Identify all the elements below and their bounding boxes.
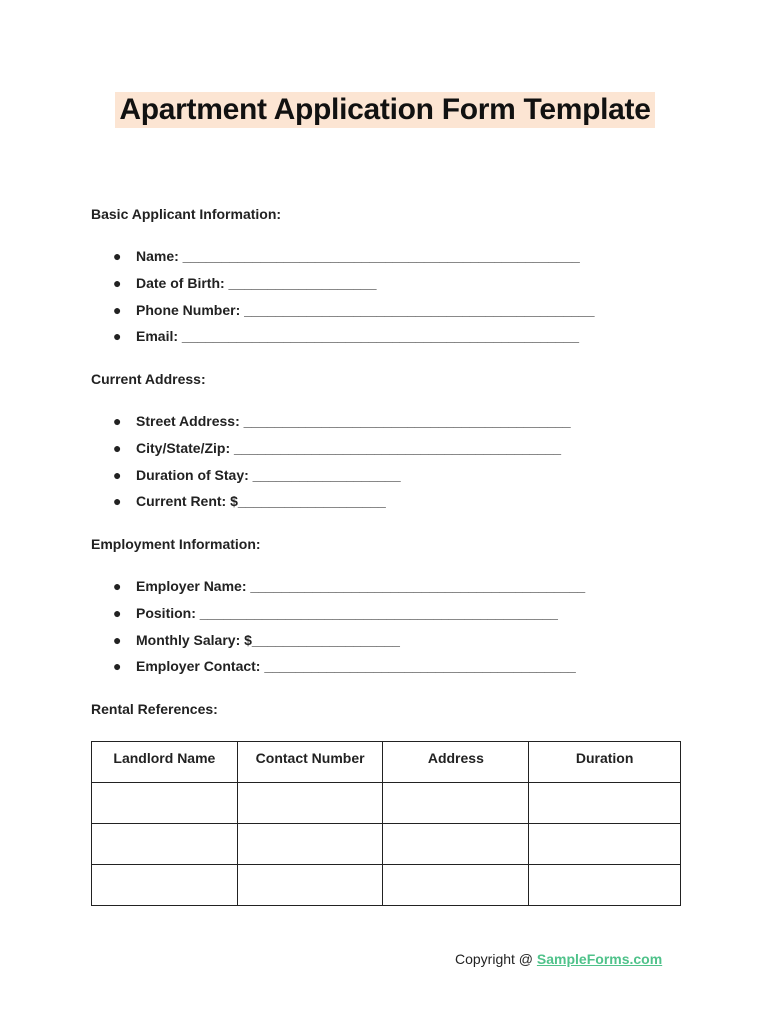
bullet: ●: [113, 440, 122, 456]
copyright-text: Copyright @: [455, 951, 537, 967]
field-duration-of-stay[interactable]: [113, 467, 401, 483]
field-label: Employer Contact: ________________________________________: [136, 658, 576, 674]
field-label: Date of Birth: ___________________: [136, 275, 377, 291]
field-label: Email: ___________________________________________________: [136, 328, 579, 344]
table-header-row: [92, 742, 681, 783]
page-title: Apartment Application Form Template: [115, 92, 654, 128]
table-cell[interactable]: [92, 865, 238, 906]
field-label: Phone Number: _____________________________________________: [136, 302, 595, 318]
brand-link[interactable]: SampleForms.com: [536, 951, 663, 967]
bullet: ●: [113, 413, 122, 429]
field-position[interactable]: [113, 605, 558, 621]
section-heading-references: Rental References:: [91, 701, 218, 717]
field-phone-number[interactable]: [113, 302, 595, 318]
section-heading-address: Current Address:: [91, 371, 206, 387]
bullet: ●: [113, 605, 122, 621]
field-label: Name: ___________________________________________________: [136, 248, 580, 264]
references-table: [91, 741, 681, 906]
table-cell[interactable]: [529, 824, 681, 865]
column-header-duration: Duration: [529, 742, 681, 783]
bullet: ●: [113, 467, 122, 483]
table-cell[interactable]: [529, 865, 681, 906]
field-label: Duration of Stay: ___________________: [136, 467, 401, 483]
field-email[interactable]: [113, 328, 579, 344]
bullet: ●: [113, 275, 122, 291]
field-label: City/State/Zip: __________________________________________: [136, 440, 562, 456]
section-heading-employment: Employment Information:: [91, 536, 261, 552]
field-employer-contact[interactable]: [113, 658, 576, 674]
title-wrap: [0, 92, 770, 128]
table-cell[interactable]: [383, 824, 529, 865]
table-cell[interactable]: [383, 783, 529, 824]
field-street-address[interactable]: [113, 413, 571, 429]
bullet: ●: [113, 632, 122, 648]
table-cell[interactable]: [92, 783, 238, 824]
table-cell[interactable]: [529, 783, 681, 824]
field-label: Position: ______________________________________________: [136, 605, 558, 621]
field-employer-name[interactable]: [113, 578, 585, 594]
field-label: Employer Name: ___________________________________________: [136, 578, 586, 594]
table-row: [92, 865, 681, 906]
field-label: Street Address: __________________________________________: [136, 413, 571, 429]
copyright-footer: [455, 951, 662, 967]
table-cell[interactable]: [383, 865, 529, 906]
field-label: Monthly Salary: $___________________: [136, 632, 400, 648]
table-cell[interactable]: [237, 783, 383, 824]
bullet: ●: [113, 328, 122, 344]
section-heading-basic: Basic Applicant Information:: [91, 206, 282, 222]
bullet: ●: [113, 302, 122, 318]
bullet: ●: [113, 658, 122, 674]
field-label: Current Rent: $___________________: [136, 493, 386, 509]
field-name[interactable]: [113, 248, 580, 264]
column-header-landlord-name: Landlord Name: [92, 742, 238, 783]
bullet: ●: [113, 578, 122, 594]
field-city-state-zip[interactable]: [113, 440, 561, 456]
column-header-contact-number: Contact Number: [237, 742, 383, 783]
field-monthly-salary[interactable]: [113, 632, 400, 648]
column-header-address: Address: [383, 742, 529, 783]
bullet: ●: [113, 248, 122, 264]
bullet: ●: [113, 493, 122, 509]
table-cell[interactable]: [92, 824, 238, 865]
field-date-of-birth[interactable]: [113, 275, 377, 291]
table-row: [92, 783, 681, 824]
table-cell[interactable]: [237, 865, 383, 906]
table-row: [92, 824, 681, 865]
field-current-rent[interactable]: [113, 493, 386, 509]
table-cell[interactable]: [237, 824, 383, 865]
